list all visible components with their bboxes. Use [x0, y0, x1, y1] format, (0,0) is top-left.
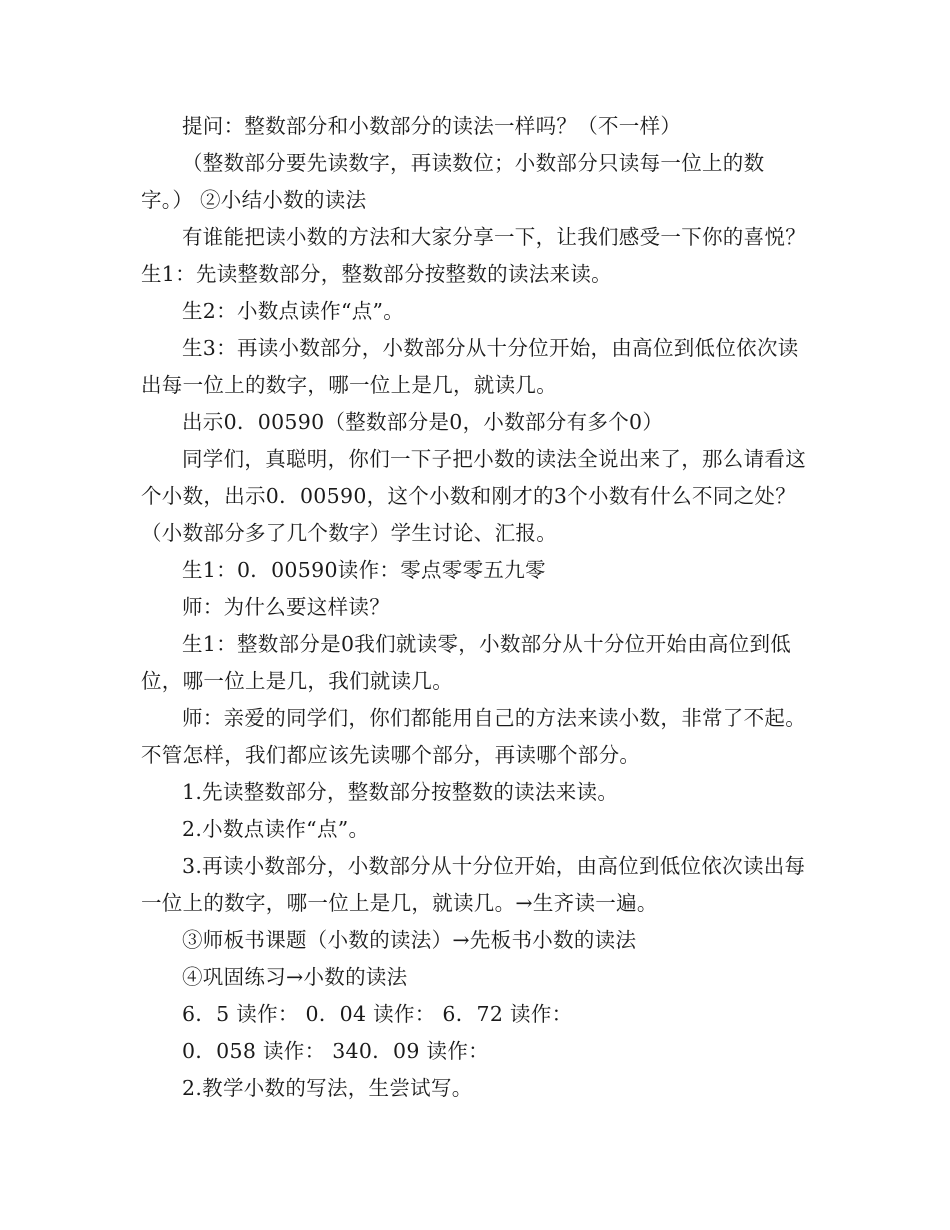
- paragraph-5: 生3：再读小数部分，小数部分从十分位开始，由高位到低位依次读出每一位上的数字，哪一位上是几，就读几。: [141, 336, 799, 397]
- paragraph-3: 有谁能把读小数的方法和大家分享一下，让我们感受一下你的喜悦？ 生1：先读整数部分，整数部分按整数的读法来读。: [141, 225, 813, 286]
- paragraph-4: 生2：小数点读作“点”。: [182, 299, 405, 323]
- paragraph-11: 师：亲爱的同学们，你们都能用自己的方法来读小数，非常了不起。不管怎样，我们都应该先读哪个部分，再读哪个部分。: [141, 706, 806, 767]
- paragraph-9: 师：为什么要这样读？: [182, 595, 390, 619]
- paragraph-15: ③师板书课题（小数的读法）→先板书小数的读法: [182, 928, 637, 952]
- paragraph-13: 2.小数点读作“点”。: [182, 817, 370, 841]
- paragraph-16: ④巩固练习→小数的读法: [182, 965, 408, 989]
- paragraph-18: 0．058 读作： 340．09 读作：: [182, 1039, 489, 1063]
- paragraph-10: 生1：整数部分是0我们就读零，小数部分从十分位开始由高位到低位，哪一位上是几，我们就读几。: [141, 632, 792, 693]
- paragraph-14: 3.再读小数部分，小数部分从十分位开始，由高位到低位依次读出每一位上的数字，哪一位上是几，就读几。→生齐读一遍。: [141, 854, 806, 915]
- document-body: [141, 108, 813, 1107]
- paragraph-17: 6．5 读作： 0．04 读作： 6．72 读作：: [182, 1002, 573, 1026]
- paragraph-8: 生1：0．00590读作：零点零零五九零: [182, 558, 546, 582]
- paragraph-19: 2.教学小数的写法，生尝试写。: [182, 1076, 473, 1100]
- paragraph-6: 出示0．00590（整数部分是0，小数部分有多个0）: [182, 410, 664, 434]
- paragraph-2: （整数部分要先读数字，再读数位；小数部分只读每一位上的数字。） ②小结小数的读法: [141, 151, 765, 212]
- paragraph-12: 1.先读整数部分，整数部分按整数的读法来读。: [182, 780, 619, 804]
- paragraph-1: 提问：整数部分和小数部分的读法一样吗？（不一样）: [182, 114, 682, 138]
- paragraph-7: 同学们，真聪明，你们一下子把小数的读法全说出来了，那么请看这个小数，出示0．00590，这个小数和刚才的3个小数有什么不同之处？（小数部分多了几个数字）学生讨论、汇报。: [141, 447, 806, 545]
